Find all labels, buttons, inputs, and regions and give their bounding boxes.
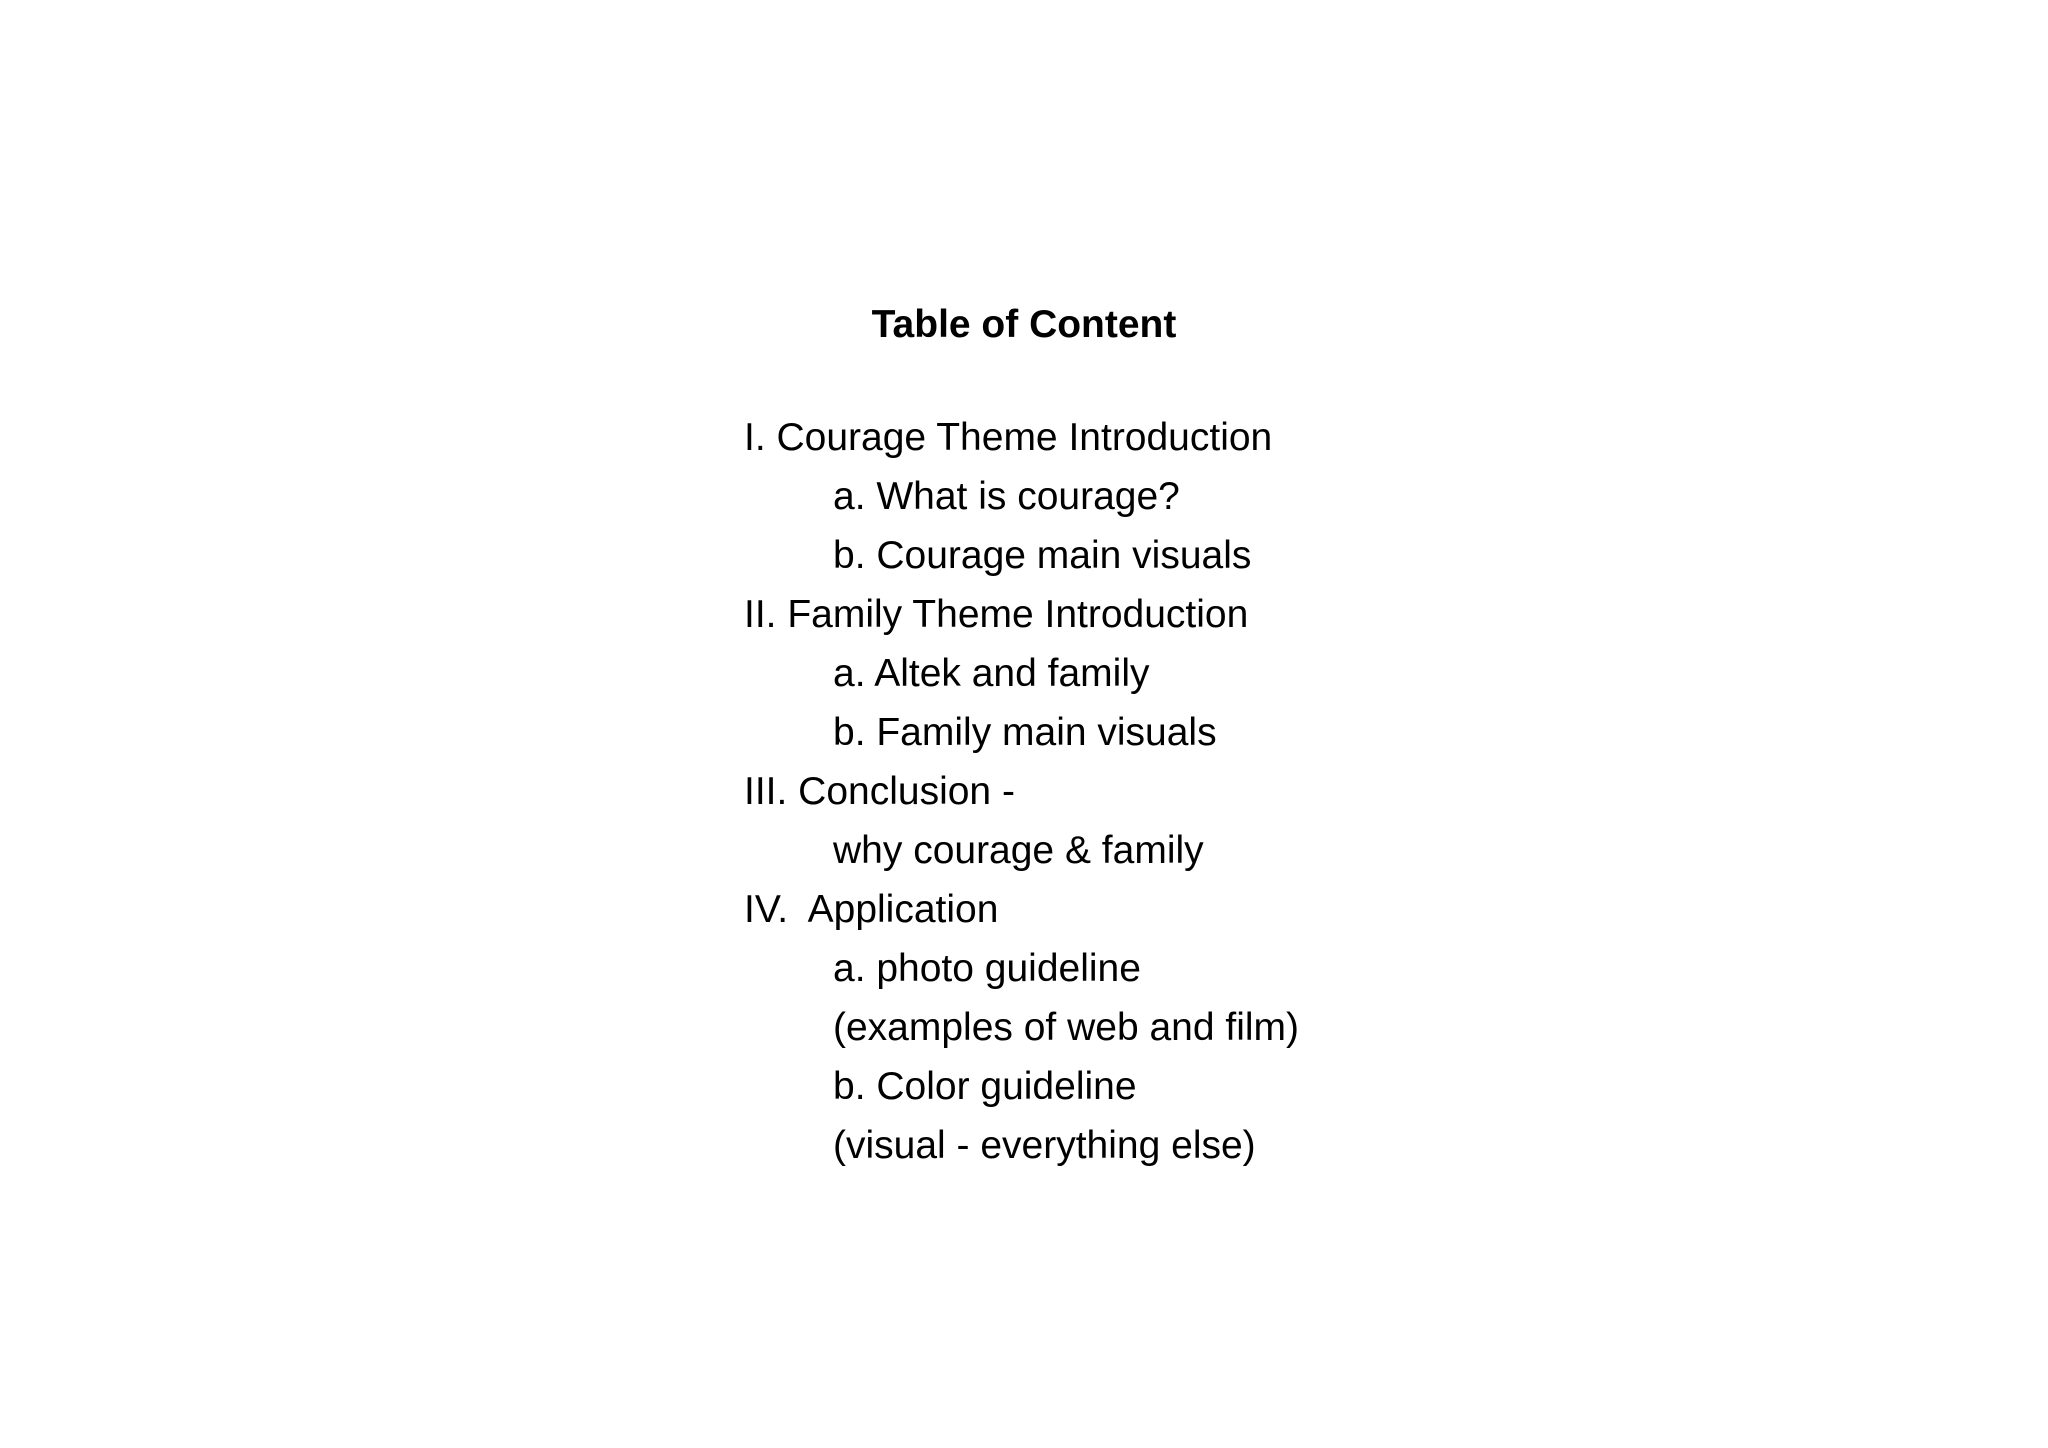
toc-subentry: a. What is courage?: [833, 475, 1180, 518]
toc-entry: III. Conclusion -: [744, 770, 1015, 813]
table-of-contents: [744, 408, 1299, 1175]
toc-subentry: a. photo guideline: [833, 947, 1141, 990]
toc-subentry: b. Courage main visuals: [833, 534, 1252, 577]
toc-entry: II. Family Theme Introduction: [744, 593, 1249, 636]
toc-subentry: b. Family main visuals: [833, 711, 1217, 754]
toc-subentry: why courage & family: [833, 829, 1204, 872]
toc-subentry: (visual - everything else): [833, 1124, 1256, 1167]
toc-subentry: (examples of web and film): [833, 1006, 1300, 1049]
page-title: Table of Content: [871, 303, 1177, 346]
toc-subentry: b. Color guideline: [833, 1065, 1137, 1108]
toc-entry: IV. Application: [744, 888, 999, 931]
toc-subentry: a. Altek and family: [833, 652, 1150, 695]
toc-entry: I. Courage Theme Introduction: [744, 416, 1273, 459]
